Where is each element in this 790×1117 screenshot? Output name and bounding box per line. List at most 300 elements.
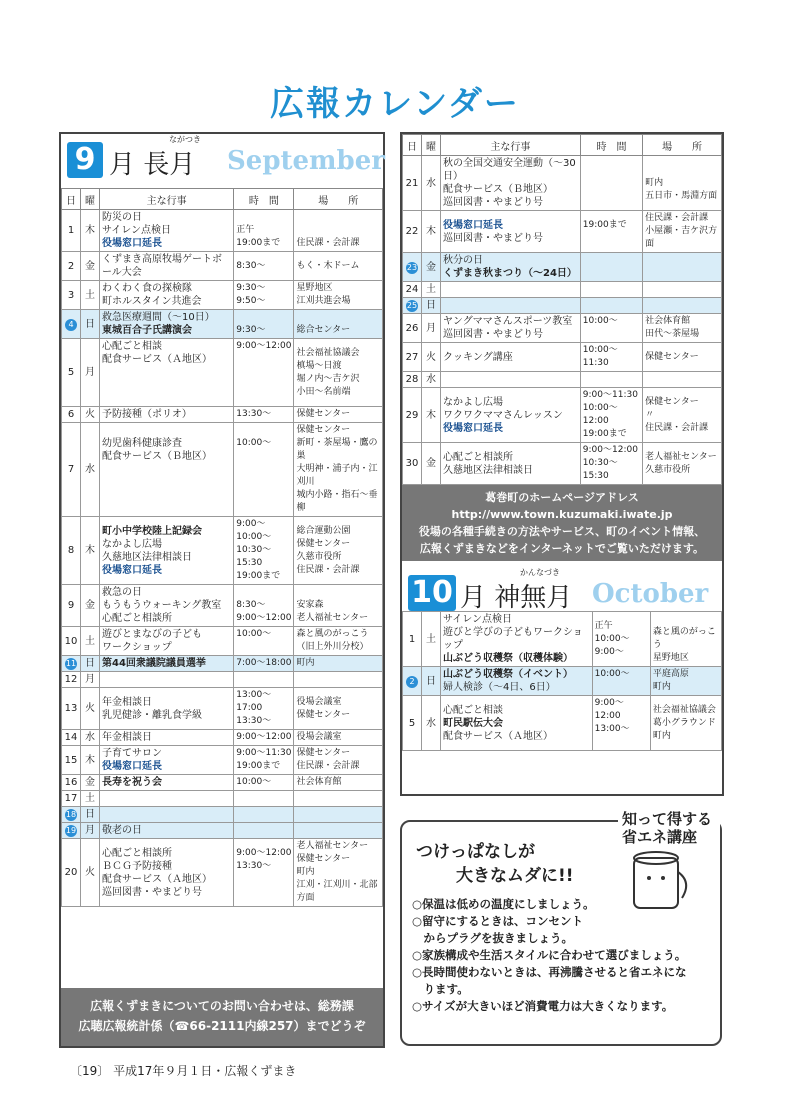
cell-line: 役場会議室 — [296, 732, 342, 742]
cell-line: 乳児健診・離乳食学級 — [102, 709, 202, 721]
cell-line: 配食サービス（Ｂ地区） — [102, 451, 212, 462]
month-number: 10 — [408, 575, 456, 611]
weekday-cell: 金 — [81, 252, 100, 281]
cell-line: 心配ごと相談所 — [443, 451, 513, 463]
cell-line — [236, 211, 291, 224]
cell-line: もく・木ドーム — [296, 260, 360, 271]
cell-line — [296, 824, 380, 837]
cell-line: 19:00まで — [236, 571, 281, 581]
cell-line — [102, 463, 231, 476]
time-cell — [234, 672, 294, 688]
event-cell — [100, 730, 234, 746]
event-cell — [100, 339, 234, 407]
col-day: 日 — [403, 135, 422, 156]
cell-line: 山ぶどう収穫祭（収穫体験） — [443, 653, 573, 664]
eco-tip: ○保温は低めの温度にしましょう。 — [412, 897, 595, 911]
eco-tip: からプラグを抜きましょう。 — [412, 931, 573, 945]
calendar-row — [62, 339, 383, 407]
day-cell: 22 — [403, 211, 422, 253]
cell-line: ワークショップ — [102, 642, 172, 653]
cell-line — [102, 379, 231, 392]
cell-line: 町内 — [296, 867, 315, 877]
calendar-row — [62, 423, 383, 517]
calendar-row — [62, 672, 383, 688]
event-cell — [441, 443, 581, 485]
time-cell — [580, 282, 642, 298]
time-cell — [580, 314, 642, 343]
day-cell — [62, 823, 81, 839]
event-cell — [100, 688, 234, 730]
month-english-name: September — [227, 146, 385, 176]
calendar-table — [402, 611, 722, 751]
event-cell — [441, 696, 593, 751]
cell-line: 保健センター — [645, 351, 699, 362]
calendar-row — [62, 775, 383, 791]
cell-line: 10:00〜12:00 — [582, 403, 618, 426]
homepage-url[interactable]: 葛巻町のホームページアドレスhttp://www.town.kuzumaki.iwate.jp — [451, 491, 673, 521]
cell-line: 秋の全国交通安全運動（〜30日） — [443, 158, 576, 182]
calendar-row — [62, 791, 383, 807]
cell-line — [296, 224, 380, 237]
energy-saving-box — [400, 810, 722, 1046]
event-cell — [441, 298, 581, 314]
time-cell — [234, 517, 294, 585]
weekday-cell: 月 — [81, 823, 100, 839]
calendar-row — [62, 252, 383, 281]
holiday-day-number: 18 — [65, 810, 77, 819]
cell-line — [583, 190, 640, 203]
calendar-row — [62, 839, 383, 907]
calendar-row — [403, 696, 722, 751]
place-cell — [643, 156, 722, 211]
cell-line: 社会福祉協議会 — [296, 347, 360, 358]
time-cell — [234, 339, 294, 407]
cell-line — [296, 586, 380, 599]
cell-line: 保健センター — [296, 425, 351, 435]
cell-line: 住民課・会計課 — [645, 213, 709, 223]
cell-line — [102, 489, 231, 502]
event-cell — [441, 372, 581, 388]
weekday-cell: 水 — [422, 372, 441, 388]
weekday-cell: 火 — [81, 407, 100, 423]
day-cell — [62, 310, 81, 339]
homepage-info — [402, 485, 722, 561]
cell-line: 9:30〜 — [236, 325, 266, 335]
event-cell — [100, 791, 234, 807]
calendar-row — [403, 372, 722, 388]
cell-line: 10:00〜11:30 — [582, 345, 618, 368]
calendar-row — [62, 656, 383, 672]
event-cell — [441, 156, 581, 211]
weekday-cell: 金 — [81, 775, 100, 791]
event-cell — [100, 775, 234, 791]
place-cell — [294, 310, 383, 339]
calendar-row — [62, 746, 383, 775]
time-cell — [234, 730, 294, 746]
event-cell — [441, 253, 581, 282]
cell-line — [236, 673, 291, 686]
cell-line — [102, 673, 231, 686]
cell-line — [645, 254, 719, 267]
day-cell: 27 — [403, 343, 422, 372]
homepage-text: 広報くずまきなどをインターネットでご覧いただけます。 — [419, 542, 705, 555]
cell-line: 小屋瀬・吉ケ沢方面 — [645, 226, 718, 249]
place-cell — [294, 807, 383, 823]
cell-line — [236, 792, 291, 805]
eco-heading-line: つけっぱなしが — [416, 842, 535, 862]
col-time: 時 間 — [234, 189, 294, 210]
place-cell — [294, 585, 383, 627]
cell-line — [236, 824, 291, 837]
cell-line — [296, 211, 380, 224]
holiday-day-number: 25 — [406, 301, 418, 310]
time-cell — [580, 298, 642, 314]
col-weekday: 曜 — [81, 189, 100, 210]
weekday-cell: 日 — [422, 298, 441, 314]
cell-line — [653, 613, 719, 626]
cell-line — [583, 267, 640, 280]
cell-line: 8:30〜 — [236, 260, 266, 271]
cell-line — [583, 283, 640, 296]
cell-line: もうもうウォーキング教室 — [102, 600, 222, 611]
cell-line: 巡回図書・やまどり号 — [443, 197, 543, 208]
place-cell — [294, 627, 383, 656]
event-cell — [100, 746, 234, 775]
event-cell — [100, 210, 234, 252]
cell-line — [102, 808, 231, 821]
cell-line: 子育てサロン — [102, 748, 162, 759]
weekday-cell: 日 — [81, 656, 100, 672]
calendar-row — [403, 253, 722, 282]
cell-line — [583, 254, 640, 267]
cell-line: 住民課・会計課 — [296, 761, 360, 771]
cell-line: 保健センター — [296, 538, 351, 549]
cell-line: 町内 — [652, 730, 671, 741]
cell-line: 10:00〜 — [236, 777, 272, 787]
time-cell — [234, 688, 294, 730]
cell-line: くずまき秋まつり（〜24日） — [443, 268, 577, 279]
cell-line — [583, 373, 640, 386]
cell-line: 9:00〜12:00 — [236, 732, 292, 742]
cell-line — [583, 328, 640, 341]
place-cell — [643, 298, 722, 314]
cell-line: 役場窓口延長 — [443, 422, 503, 434]
calendar-table — [402, 134, 722, 485]
time-cell — [592, 612, 650, 667]
cell-line: クッキング講座 — [443, 351, 513, 363]
time-cell — [234, 823, 294, 839]
calendar-row — [62, 281, 383, 310]
time-cell — [234, 585, 294, 627]
cell-line: 9:00〜11:30 — [582, 390, 638, 400]
cell-line: 五日市・馬淵方面 — [645, 190, 718, 201]
cell-line: くずまき高原牧場ゲートボール大会 — [102, 254, 222, 278]
cell-line: ワクワクママさんレッスン — [443, 409, 563, 421]
calendar-row — [403, 211, 722, 253]
event-cell — [100, 656, 234, 672]
weekday-cell: 水 — [81, 730, 100, 746]
day-cell: 20 — [62, 839, 81, 907]
cell-line: 老人福祉センター — [296, 613, 369, 623]
cell-line: 保健センター — [296, 748, 351, 758]
day-cell: 16 — [62, 775, 81, 791]
cell-line: 保健センター — [645, 396, 699, 407]
weekday-cell: 水 — [81, 423, 100, 517]
time-cell — [234, 791, 294, 807]
event-cell — [441, 388, 581, 443]
cell-line: 10:30〜15:30 — [236, 545, 272, 568]
cell-line — [236, 489, 291, 502]
cell-line: 10:00〜 — [236, 438, 272, 448]
cell-line: 配食サービス（Ａ地区） — [102, 873, 212, 885]
cell-line: 19:00まで — [582, 219, 627, 230]
cell-line — [443, 299, 578, 312]
page-footer: 〔19〕 平成17年９月１日・広報くずまき — [70, 1064, 297, 1078]
cell-line — [645, 283, 719, 296]
col-event: 主な行事 — [100, 189, 234, 210]
cell-line: わくわく食の探検隊 — [102, 283, 192, 294]
calendar-row — [62, 688, 383, 730]
cell-line: 東城百合子氏講演会 — [102, 325, 192, 336]
day-cell: 5 — [62, 339, 81, 407]
month-ruby: かんなづき — [520, 568, 560, 577]
place-cell — [294, 210, 383, 252]
cell-line: 10:00〜 — [236, 629, 272, 639]
weekday-cell: 金 — [422, 253, 441, 282]
cell-line: サイレン点検日 — [102, 225, 172, 236]
cell-line: 敬老の日 — [102, 825, 142, 836]
day-cell: 10 — [62, 627, 81, 656]
cell-line — [236, 886, 291, 899]
col-time: 時 間 — [580, 135, 642, 156]
day-cell: 1 — [62, 210, 81, 252]
time-cell — [580, 156, 642, 211]
cell-line — [595, 681, 648, 694]
holiday-day-number: 4 — [65, 319, 77, 331]
day-cell: 8 — [62, 517, 81, 585]
cell-line: 保健センター — [296, 854, 351, 864]
contact-box — [61, 988, 383, 1046]
cell-line — [443, 283, 578, 296]
cell-line: 幼児歯科健康診査 — [102, 438, 182, 449]
cell-line: 10:30〜15:30 — [582, 458, 618, 481]
cell-line: 江刈共進会場 — [296, 296, 351, 306]
cell-line — [102, 392, 231, 405]
weekday-cell: 月 — [81, 672, 100, 688]
time-cell — [234, 775, 294, 791]
cell-line: 住民課・会計課 — [296, 564, 360, 575]
cell-line: 巡回図書・やまどり号 — [443, 232, 543, 244]
cell-line — [296, 673, 380, 686]
calendar-row — [62, 310, 383, 339]
cell-line — [583, 299, 640, 312]
cell-line: 心配ごと相談所 — [102, 613, 172, 624]
cell-line — [236, 379, 291, 392]
cell-line: 13:30〜 — [236, 716, 272, 726]
cell-line: 森と風のがっこう — [296, 629, 369, 639]
cell-line: 9:50〜 — [236, 296, 266, 306]
event-cell — [441, 282, 581, 298]
calendar-row — [403, 667, 722, 696]
cell-line: 〃 — [645, 409, 655, 420]
calendar-row — [403, 282, 722, 298]
cell-line: 配食サービス（Ａ地区） — [102, 354, 212, 365]
cell-line: 救急医療週間（〜10日） — [102, 312, 215, 323]
cell-line: 社会体育館 — [645, 316, 691, 326]
day-cell: 29 — [403, 388, 422, 443]
time-cell — [234, 656, 294, 672]
calendar-table — [61, 188, 383, 907]
cell-line — [583, 232, 640, 245]
weekday-cell: 日 — [81, 807, 100, 823]
cell-line: 小田〜名前端 — [296, 386, 351, 397]
place-cell — [294, 730, 383, 746]
eco-title: 知って得する省エネ講座 — [618, 810, 720, 846]
day-cell: 3 — [62, 281, 81, 310]
day-cell: 26 — [403, 314, 422, 343]
cell-line: 田代〜茶屋場 — [645, 329, 700, 339]
cell-line: 星野地区 — [296, 283, 333, 293]
cell-line: 秋分の日 — [443, 255, 483, 266]
weekday-cell: 木 — [422, 211, 441, 253]
place-cell — [643, 253, 722, 282]
cell-line: 役場窓口延長 — [102, 761, 162, 772]
time-cell — [592, 696, 650, 751]
event-cell — [100, 407, 234, 423]
place-cell — [294, 791, 383, 807]
day-cell: 12 — [62, 672, 81, 688]
cell-line: 山ぶどう収穫祭（イベント） — [443, 669, 573, 680]
cell-line: 城内小路・指石〜垂柳 — [296, 490, 378, 513]
cell-line: 役場会議室 — [296, 696, 342, 707]
weekday-cell: 金 — [81, 585, 100, 627]
eco-heading — [416, 840, 574, 888]
col-place: 場 所 — [294, 189, 383, 210]
cell-line: 防災の日 — [102, 212, 142, 223]
holiday-day-number: 2 — [406, 676, 418, 688]
cell-line: 久慈市役所 — [296, 551, 342, 562]
cell-line: 葛小グラウンド — [652, 717, 716, 728]
cell-line — [645, 267, 719, 280]
cell-line: 平庭高原 — [652, 669, 689, 679]
day-cell: 17 — [62, 791, 81, 807]
weekday-cell: 土 — [422, 612, 441, 667]
cell-line: 保健センター — [296, 409, 351, 419]
cell-line: 正午 — [594, 620, 613, 631]
cell-line: 久慈地区法律相談日 — [443, 464, 533, 476]
time-cell — [234, 310, 294, 339]
cell-line: 19:00まで — [236, 761, 281, 771]
weekday-cell: 火 — [81, 688, 100, 730]
day-cell: 6 — [62, 407, 81, 423]
event-cell — [100, 310, 234, 339]
time-cell — [580, 211, 642, 253]
eco-tip: ○サイズが大きいほど消費電力は大きくなります。 — [412, 999, 674, 1013]
cell-line: 星野地区 — [652, 653, 689, 663]
eco-tips — [412, 896, 712, 1015]
time-cell — [234, 407, 294, 423]
cell-line: 心配ごと相談 — [102, 341, 162, 352]
cell-line: （旧上外川分校） — [296, 642, 369, 652]
cell-line — [102, 366, 231, 379]
calendar-row — [403, 612, 722, 667]
event-cell — [441, 211, 581, 253]
cell-line: 9:00〜11:30 — [236, 748, 292, 758]
day-cell — [62, 656, 81, 672]
day-cell: 14 — [62, 730, 81, 746]
event-cell — [100, 423, 234, 517]
weekday-cell: 火 — [422, 343, 441, 372]
place-cell — [643, 343, 722, 372]
cell-line — [236, 476, 291, 489]
weekday-cell: 日 — [81, 310, 100, 339]
cell-line: 年金相談日 — [102, 732, 152, 743]
cell-line: ＢＣＧ予防接種 — [102, 860, 172, 872]
cell-line — [102, 792, 231, 805]
september-calendar-left — [59, 132, 385, 1048]
time-cell — [580, 372, 642, 388]
calendar-row — [62, 627, 383, 656]
cell-line: なかよし広場 — [443, 396, 503, 408]
place-cell — [294, 407, 383, 423]
day-cell: 30 — [403, 443, 422, 485]
event-cell — [441, 314, 581, 343]
cell-line: 13:00〜 — [594, 724, 630, 734]
day-cell: 15 — [62, 746, 81, 775]
cell-line: 8:30〜 — [236, 600, 266, 610]
cell-line: 19:00まで — [582, 429, 627, 439]
place-cell — [643, 388, 722, 443]
weekday-cell: 木 — [81, 517, 100, 585]
cell-line: 10:00〜 — [594, 633, 630, 644]
cell-line: 10:00〜 — [594, 669, 630, 679]
cell-line — [236, 808, 291, 821]
cell-line — [236, 450, 291, 463]
cell-line — [102, 476, 231, 489]
day-cell — [403, 253, 422, 282]
event-cell — [100, 281, 234, 310]
day-cell — [403, 298, 422, 314]
cell-line: 森と風のがっこう — [652, 627, 716, 650]
cell-line: 巡回図書・やまどり号 — [443, 329, 543, 340]
event-cell — [100, 672, 234, 688]
cell-line — [595, 736, 648, 749]
cell-line — [645, 164, 719, 177]
cell-line: 9:00〜 — [594, 646, 624, 657]
holiday-day-number: 23 — [406, 262, 418, 272]
weekday-cell: 木 — [422, 388, 441, 443]
place-cell — [294, 746, 383, 775]
time-cell — [592, 667, 650, 696]
event-cell — [100, 839, 234, 907]
cell-line: 町内 — [652, 682, 671, 692]
cell-line — [645, 373, 719, 386]
time-cell — [234, 281, 294, 310]
cell-line — [236, 311, 291, 324]
cell-line: 社会福祉協議会 — [652, 704, 716, 715]
time-cell — [580, 443, 642, 485]
cell-line: 心配ごと相談所 — [102, 847, 172, 859]
cell-line: 役場窓口延長 — [102, 238, 162, 249]
day-cell: 1 — [403, 612, 422, 667]
cell-line: 9:00〜12:00 — [236, 613, 292, 623]
cell-line: 安家森 — [296, 600, 324, 610]
calendar-row — [403, 314, 722, 343]
event-cell — [441, 612, 593, 667]
col-place: 場 所 — [643, 135, 722, 156]
calendar-row — [62, 210, 383, 252]
weekday-cell: 土 — [81, 791, 100, 807]
